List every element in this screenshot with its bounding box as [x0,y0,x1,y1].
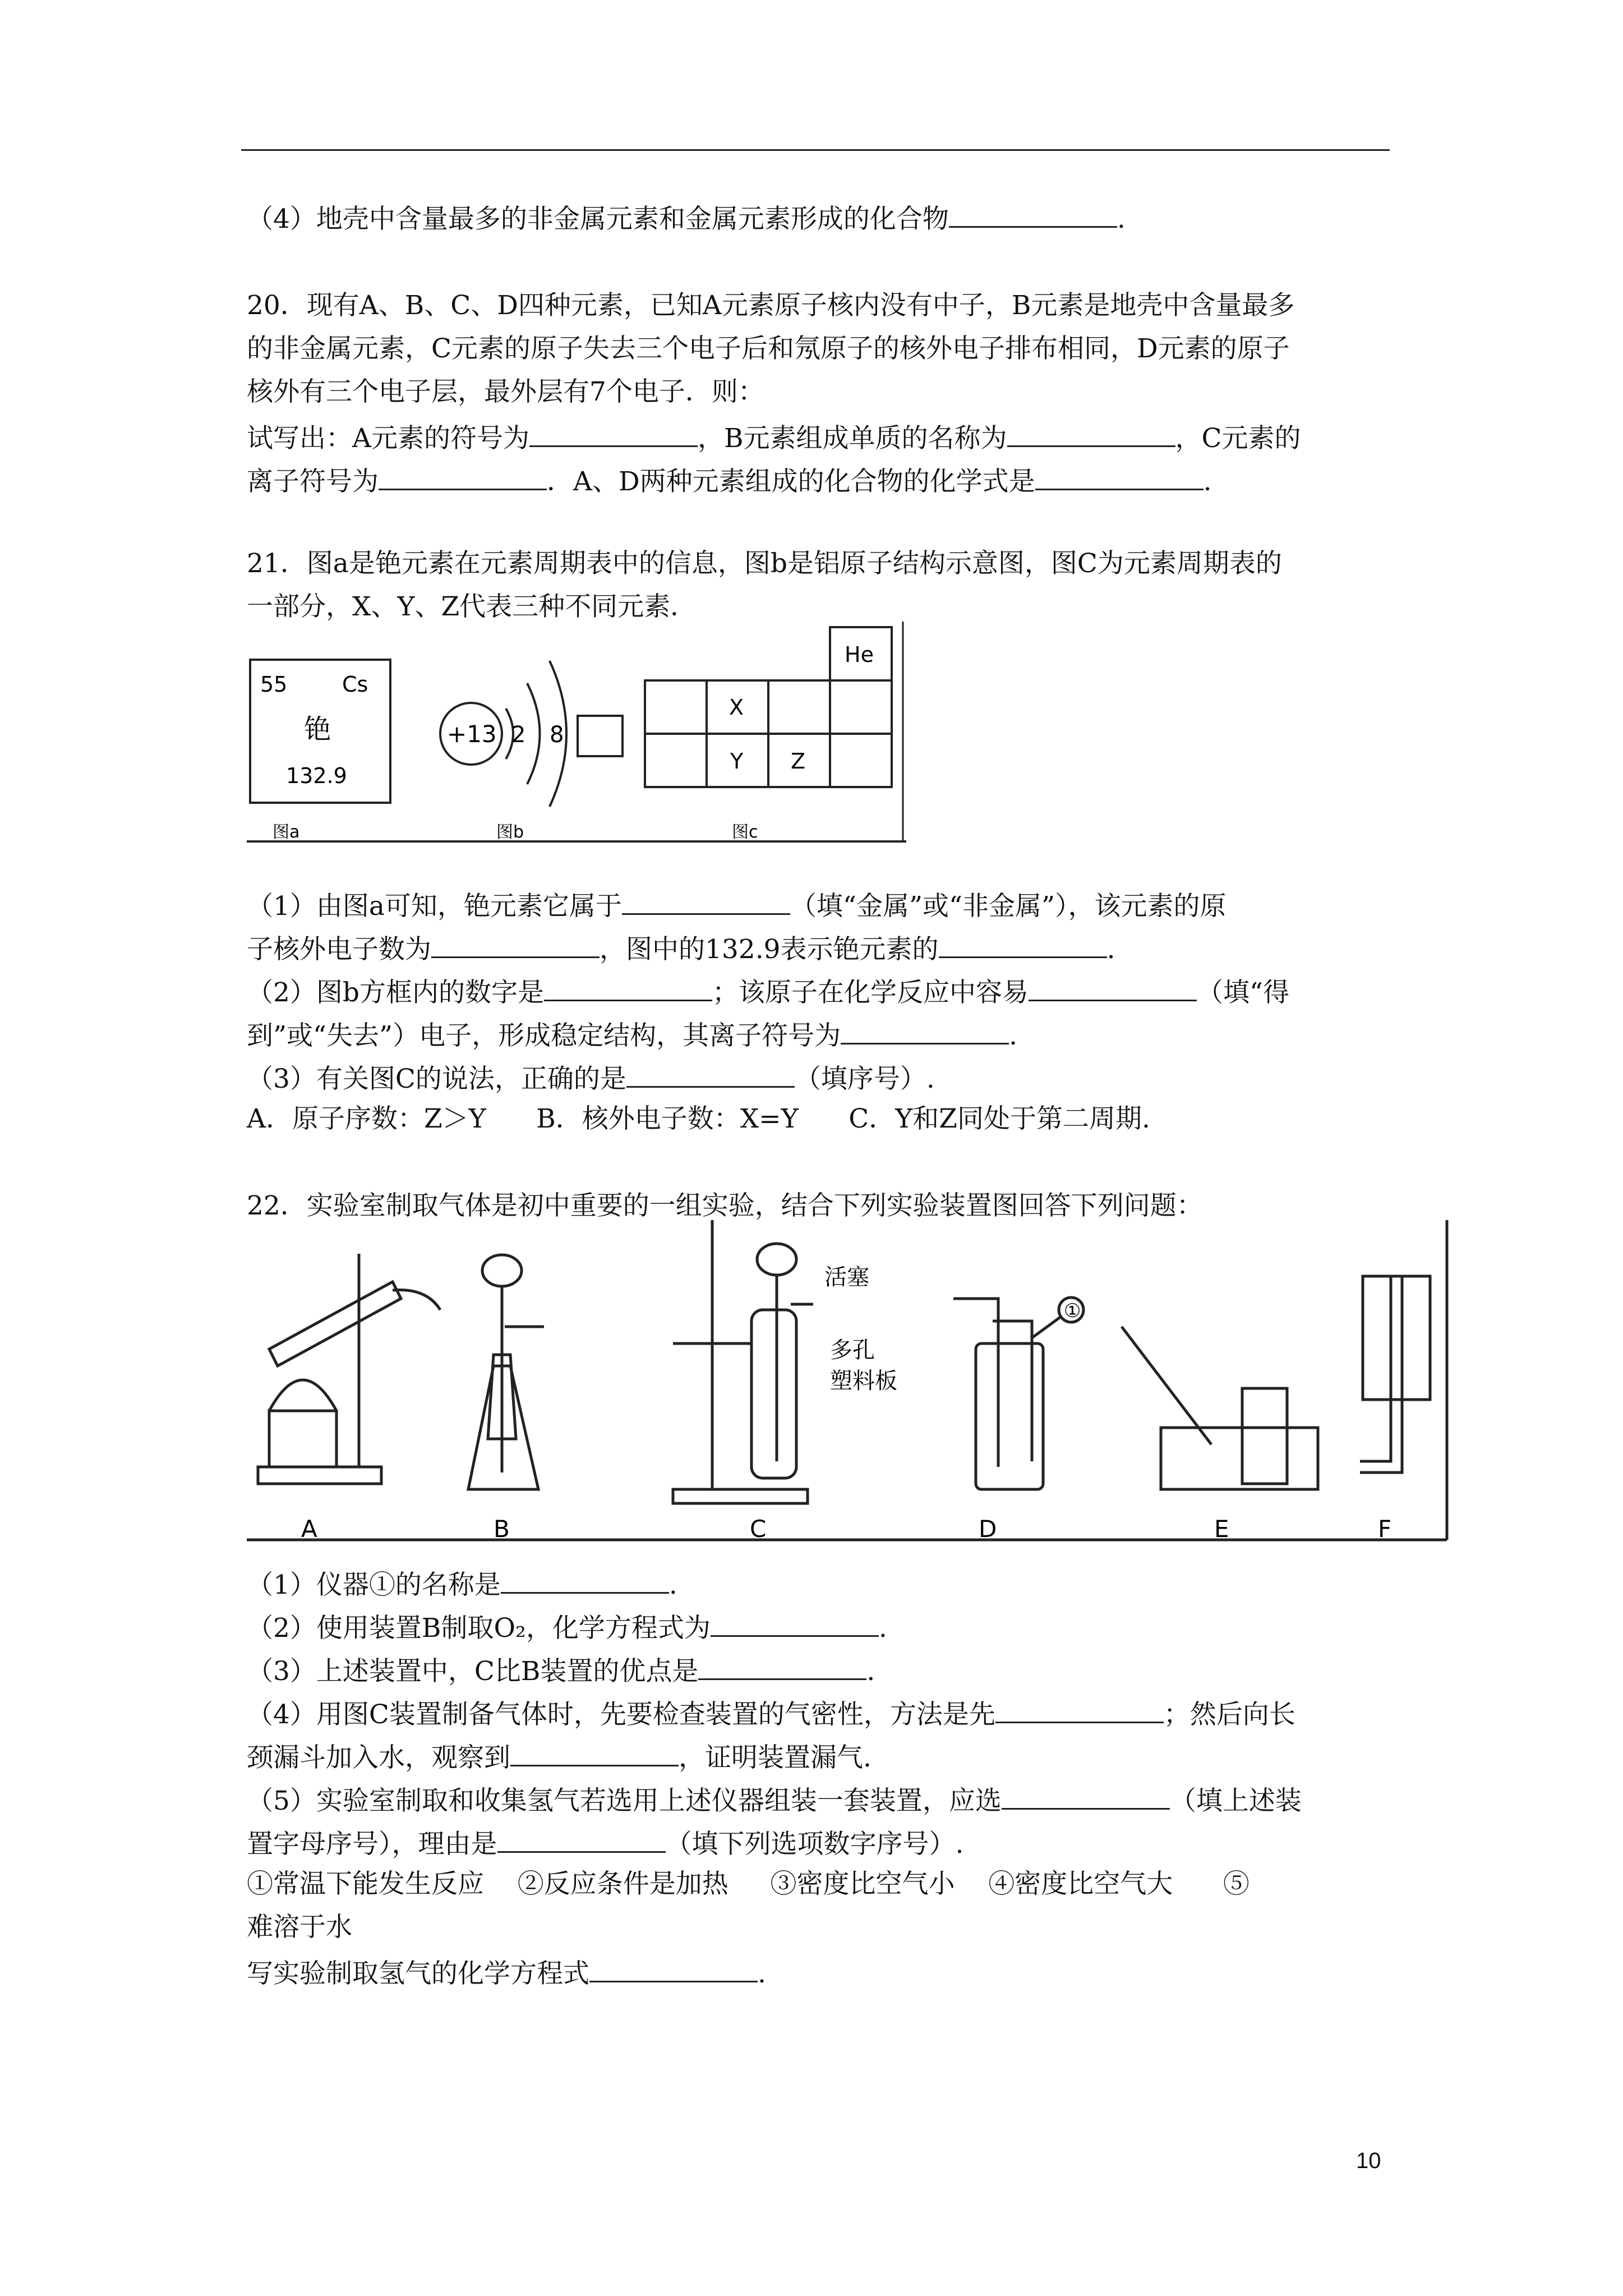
answer-blank[interactable] [1007,418,1175,447]
answer-blank[interactable] [698,1651,866,1680]
q22-s6: 写实验制取氢气的化学方程式 . [247,1954,766,1991]
al-shell2: 8 [550,722,564,748]
label-circle1: ① [1064,1300,1081,1322]
label-A: A [301,1515,317,1543]
q20-line4: 试写出：A元素的符号为 ，B元素组成单质的名称为 ，C元素的 [247,418,1301,455]
answer-blank[interactable] [995,1695,1164,1723]
q21-options: A．原子序数：Z＞Y B．核外电子数：X=Y C．Y和Z同处于第二周期. [247,1103,1150,1134]
q20-line3: 核外有三个电子层，最外层有7个电子．则： [247,376,764,407]
caption-a: 图a [273,822,300,842]
q21-s1b: 子核外电子数为 ，图中的132.9表示铯元素的 . [247,930,1115,967]
he-label: He [845,642,874,667]
label-duokong1: 多孔 [830,1337,875,1363]
q20-line1: 20．现有A、B、C、D四种元素，已知A元素原子核内没有中子，B元素是地壳中含量最多 [247,290,1295,321]
q22-s4b: 颈漏斗加入水，观察到 ，证明装置漏气. [247,1738,872,1775]
cs-symbol: Cs [342,672,368,697]
z-label: Z [791,749,806,774]
answer-blank[interactable] [501,1565,669,1594]
answer-blank[interactable] [431,930,600,958]
answer-blank[interactable] [841,1016,1009,1045]
answer-blank[interactable] [529,418,698,447]
q22-s3: （3）上述装置中，C比B装置的优点是 . [247,1651,875,1688]
cs-mass: 132.9 [286,763,347,788]
q22-apparatus-figure [247,1220,1453,1551]
q22-s5a: （5）实验室制取和收集氢气若选用上述仪器组装一套装置，应选 （填上述装 [247,1781,1302,1818]
page-number: 10 [1356,2148,1381,2173]
answer-blank[interactable] [711,1608,879,1637]
label-huosai: 活塞 [824,1264,869,1290]
caption-b: 图b [496,822,524,842]
label-B: B [494,1515,510,1543]
answer-blank[interactable] [949,199,1117,228]
q21-s2a: （2）图b方框内的数字是 ；该原子在化学反应中容易 （填“得 [247,973,1289,1010]
header-rule [241,149,1390,151]
answer-blank[interactable] [510,1738,679,1766]
q19-line4: （4）地壳中含量最多的非金属元素和金属元素形成的化合物 . [247,199,1126,236]
q21-s2b: 到”或“失去”）电子，形成稳定结构，其离子符号为 . [247,1016,1017,1053]
answer-blank[interactable] [626,1059,795,1088]
q21-figure [247,622,909,846]
q21-s3: （3）有关图C的说法，正确的是 （填序号）. [247,1059,935,1096]
q22-reasons: ①常温下能发生反应 ②反应条件是加热 ③密度比空气小 ④密度比空气大 ⑤ [247,1869,1249,1899]
answer-blank[interactable] [939,930,1107,958]
al-shell3-box [578,716,623,756]
q21-s1a: （1）由图a可知，铯元素它属于 （填“金属”或“非金属”），该元素的原 [247,886,1227,923]
al-nucleus-label: +13 [447,720,497,748]
q22-s5b: 置字母序号），理由是 （填下列选项数字序号）. [247,1824,963,1861]
label-C: C [750,1515,767,1543]
q20-line5: 离子符号为 ．A、D两种元素组成的化合物的化学式是 . [247,462,1212,499]
q22-s2: （2）使用装置B制取O₂，化学方程式为 . [247,1608,887,1645]
q22-reasons2: 难溶于水 [247,1912,352,1943]
answer-blank[interactable] [1002,1781,1170,1810]
q22-line1: 22．实验室制取气体是初中重要的一组实验，结合下列实验装置图回答下列问题： [247,1190,1203,1221]
cs-atomic-number: 55 [260,672,288,697]
x-label: X [729,695,744,720]
q21-line2: 一部分，X、Y、Z代表三种不同元素． [247,591,697,622]
answer-blank[interactable] [544,973,712,1001]
q22-s1: （1）仪器①的名称是 . [247,1565,677,1602]
label-duokong2: 塑料板 [830,1368,897,1394]
caption-c: 图c [732,822,758,842]
answer-blank[interactable] [1029,973,1197,1001]
cs-name: 铯 [304,714,331,745]
q20-line2: 的非金属元素，C元素的原子失去三个电子后和氖原子的核外电子排布相同，D元素的原子 [247,333,1290,364]
al-shell1: 2 [511,722,526,748]
answer-blank[interactable] [497,1824,666,1853]
y-label: Y [730,749,744,774]
answer-blank[interactable] [622,886,790,915]
answer-blank[interactable] [379,462,547,490]
q22-s4a: （4）用图C装置制备气体时，先要检查装置的气密性，方法是先 ；然后向长 [247,1695,1295,1732]
label-F: F [1378,1515,1392,1543]
label-D: D [979,1515,997,1543]
answer-blank[interactable] [1035,462,1204,490]
q21-line1: 21．图a是铯元素在元素周期表中的信息，图b是铝原子结构示意图，图C为元素周期表的 [247,548,1282,579]
answer-blank[interactable] [589,1954,758,1982]
label-E: E [1214,1515,1229,1543]
